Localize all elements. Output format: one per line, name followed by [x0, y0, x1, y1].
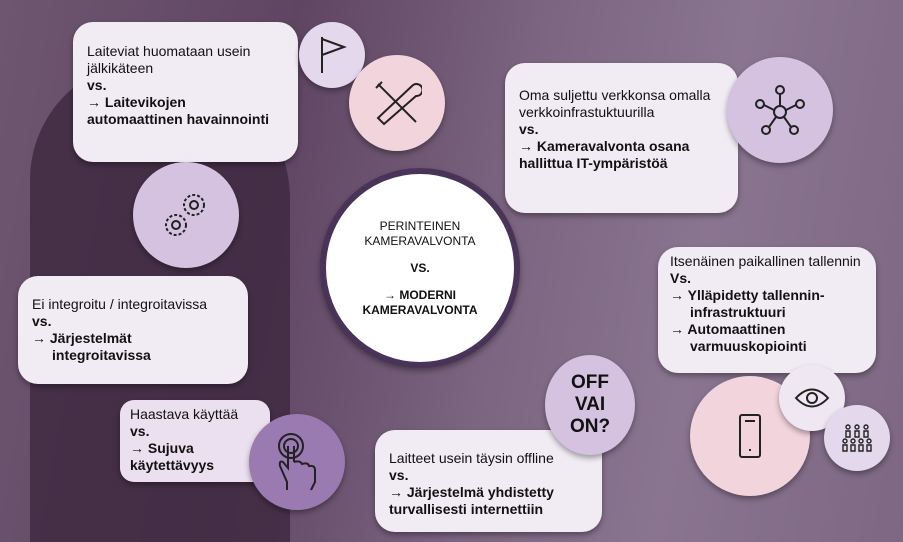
card-old-text: Laitteet usein täysin offline [389, 450, 554, 466]
off-vai-on-circle [545, 355, 635, 455]
card-network [505, 63, 738, 213]
center-circle [320, 168, 520, 368]
card-usability [120, 400, 270, 482]
card-vs: vs. [519, 121, 539, 137]
card-recording [658, 247, 876, 373]
card-new-text: → Laitevikojen automaattinen havainnointi [87, 94, 270, 127]
center-vs: VS. [410, 260, 430, 275]
off-label: OFF [571, 372, 609, 393]
card-new-text: → Sujuva käytettävyys [130, 440, 215, 473]
network-icon [727, 57, 833, 163]
card-new-text: → Järjestelmät integroitavissa [32, 330, 151, 363]
center-line2: KAMERAVALVONTA [364, 233, 476, 248]
vai-label: VAI [574, 394, 606, 415]
card-old-text: Haastava käyttää [130, 406, 239, 422]
center-arrow: → MODERNI [384, 287, 456, 302]
people-group-icon [824, 405, 890, 471]
touch-icon [249, 414, 345, 510]
card-vs: vs. [130, 423, 150, 439]
card-vs: vs. [87, 77, 107, 93]
card-new-text-1: → Ylläpidetty tallennin-infrastruktuuri [670, 287, 825, 320]
card-vs: vs. [389, 467, 409, 483]
tools-icon [349, 55, 445, 151]
card-vs: Vs. [670, 270, 692, 286]
card-new-text: → Kameravalvonta osana hallittua IT-ympäristöä [519, 138, 690, 171]
center-line4: KAMERAVALVONTA [362, 302, 478, 317]
card-old-text: Oma suljettu verkkonsa omalla verkkoinfrastuktuurilla [519, 87, 711, 120]
on-label: ON? [569, 416, 611, 437]
card-new-text-2: → Automaattinen varmuuskopiointi [670, 321, 807, 354]
center-line1: PERINTEINEN [379, 218, 461, 233]
card-new-text: → Järjestelmä yhdistetty turvallisesti internettiin [389, 484, 554, 517]
card-old-text: Ei integroitu / integroitavissa [32, 296, 208, 312]
card-vs: vs. [32, 313, 52, 329]
card-old-text: Itsenäinen paikallinen tallennin [670, 253, 861, 269]
card-device-faults [73, 22, 298, 162]
card-integration [18, 276, 248, 384]
card-old-text: Laiteviat huomataan usein jälkikäteen [87, 43, 251, 76]
gears-icon [133, 162, 239, 268]
